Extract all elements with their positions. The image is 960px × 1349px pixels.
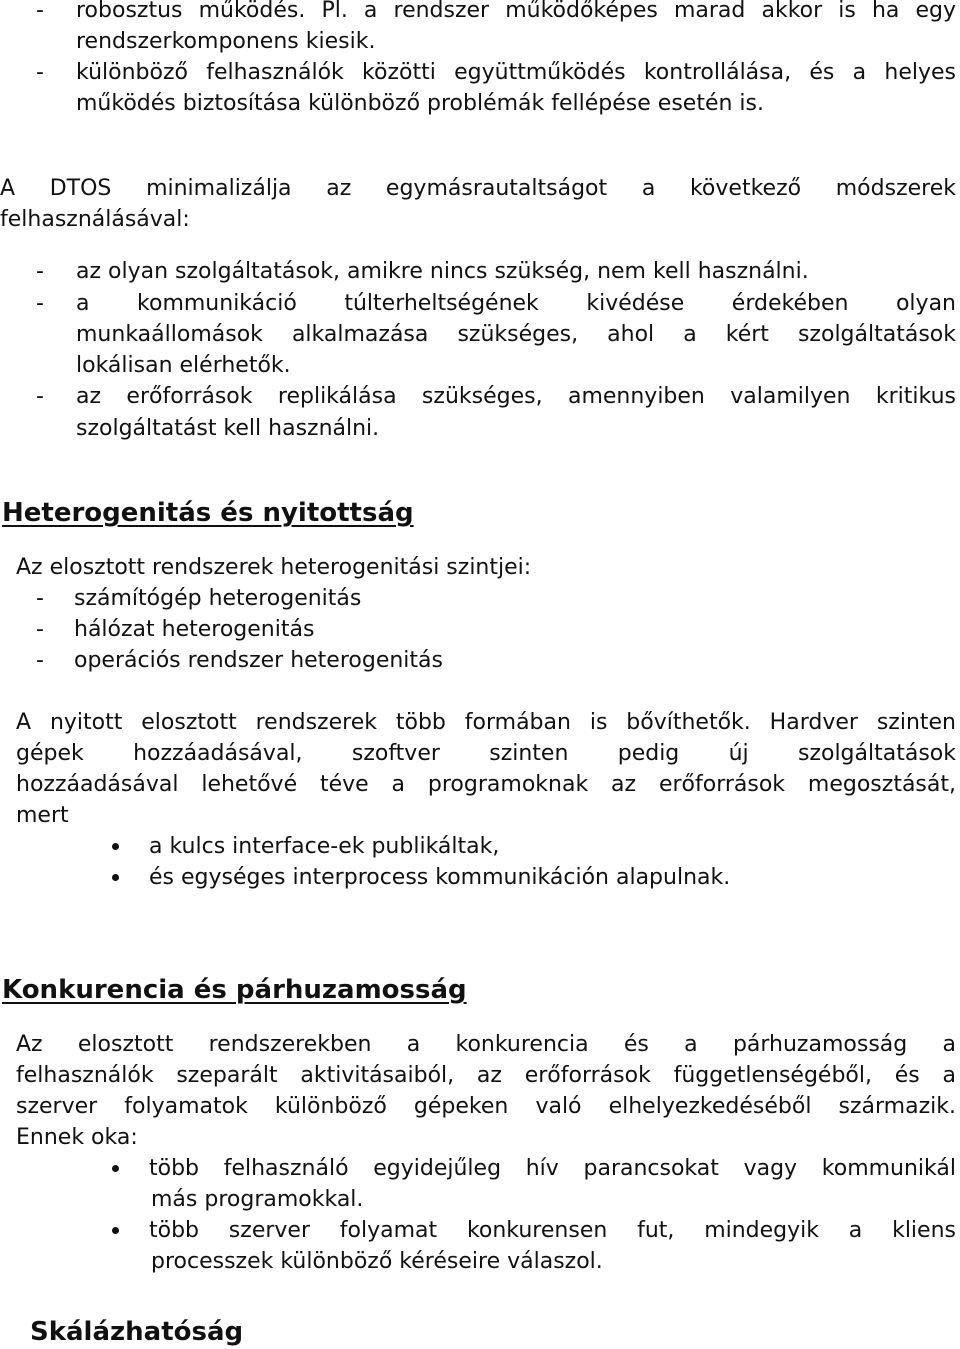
paragraph-line: hozzáadásával lehetővé téve a programoknak az erőforrások megosztását,	[16, 772, 956, 797]
list-item-line: lokálisan elérhetők.	[76, 353, 291, 378]
paragraph-line: mert	[16, 803, 69, 828]
list-dash: -	[36, 259, 44, 284]
paragraph-line: Az elosztott rendszerekben a konkurencia és a párhuzamosság a	[16, 1032, 956, 1057]
list-item-line: robosztus működés. Pl. a rendszer működőképes marad akkor is ha egy	[76, 0, 956, 23]
paragraph-line: A DTOS minimalizálja az egymásrautaltságot a következő módszerek	[0, 176, 956, 201]
list-item-line: rendszerkomponens kiesik.	[76, 29, 376, 54]
paragraph-line: Az elosztott rendszerek heterogenitási szintjei:	[16, 555, 532, 580]
bullet-item: több felhasználó egyidejűleg hív parancsokat vagy kommunikál	[149, 1156, 956, 1181]
bullet-item: és egységes interprocess kommunikáción alapulnak.	[149, 865, 731, 890]
paragraph-line: gépek hozzáadásával, szoftver szinten pedig új szolgáltatások	[16, 741, 956, 766]
bullet-icon	[112, 874, 119, 881]
list-dash: -	[36, 586, 44, 611]
paragraph-line: Ennek oka:	[16, 1125, 138, 1150]
list-dash: -	[36, 384, 44, 409]
section-heading: Skálázhatóság	[30, 1317, 244, 1347]
list-dash: -	[36, 617, 44, 642]
bullet-icon	[112, 843, 119, 850]
list-item-line: szolgáltatást kell használni.	[76, 416, 380, 441]
section-heading: Heterogenitás és nyitottság	[2, 498, 414, 528]
list-item-line: az erőforrások replikálása szükséges, amennyiben valamilyen kritikus	[76, 384, 956, 409]
bullet-icon	[112, 1227, 119, 1234]
list-item-line: működés biztosítása különböző problémák fellépése esetén is.	[76, 91, 764, 116]
bullet-item: több szerver folyamat konkurensen fut, mindegyik a kliens	[149, 1218, 956, 1243]
bullet-item: processzek különböző kéréseire válaszol.	[151, 1249, 603, 1274]
bullet-item: a kulcs interface-ek publikáltak,	[149, 834, 500, 859]
section-heading: Konkurencia és párhuzamosság	[2, 975, 467, 1005]
list-item-line: operációs rendszer heterogenitás	[74, 648, 443, 673]
list-dash: -	[36, 60, 44, 85]
list-item-line: munkaállomások alkalmazása szükséges, ahol a kért szolgáltatások	[76, 322, 956, 347]
paragraph-line: A nyitott elosztott rendszerek több formában is bővíthetők. Hardver szinten	[16, 710, 956, 735]
list-dash: -	[36, 648, 44, 673]
list-item-line: az olyan szolgáltatások, amikre nincs szükség, nem kell használni.	[76, 259, 809, 284]
paragraph-line: felhasználásával:	[0, 207, 190, 232]
list-item-line: a kommunikáció túlterheltségének kivédése érdekében olyan	[76, 291, 956, 316]
paragraph-line: felhasználók szeparált aktivitásaiból, az erőforrások függetlenségéből, és a	[16, 1063, 956, 1088]
list-item-line: különböző felhasználók közötti együttműködés kontrollálása, és a helyes	[76, 60, 956, 85]
list-dash: -	[36, 0, 44, 23]
list-item-line: számítógép heterogenitás	[74, 586, 362, 611]
bullet-icon	[112, 1165, 119, 1172]
list-item-line: hálózat heterogenitás	[74, 617, 315, 642]
bullet-item: más programokkal.	[151, 1187, 364, 1212]
list-dash: -	[36, 291, 44, 316]
paragraph-line: szerver folyamatok különböző gépeken való elhelyezkedéséből származik.	[16, 1094, 956, 1119]
